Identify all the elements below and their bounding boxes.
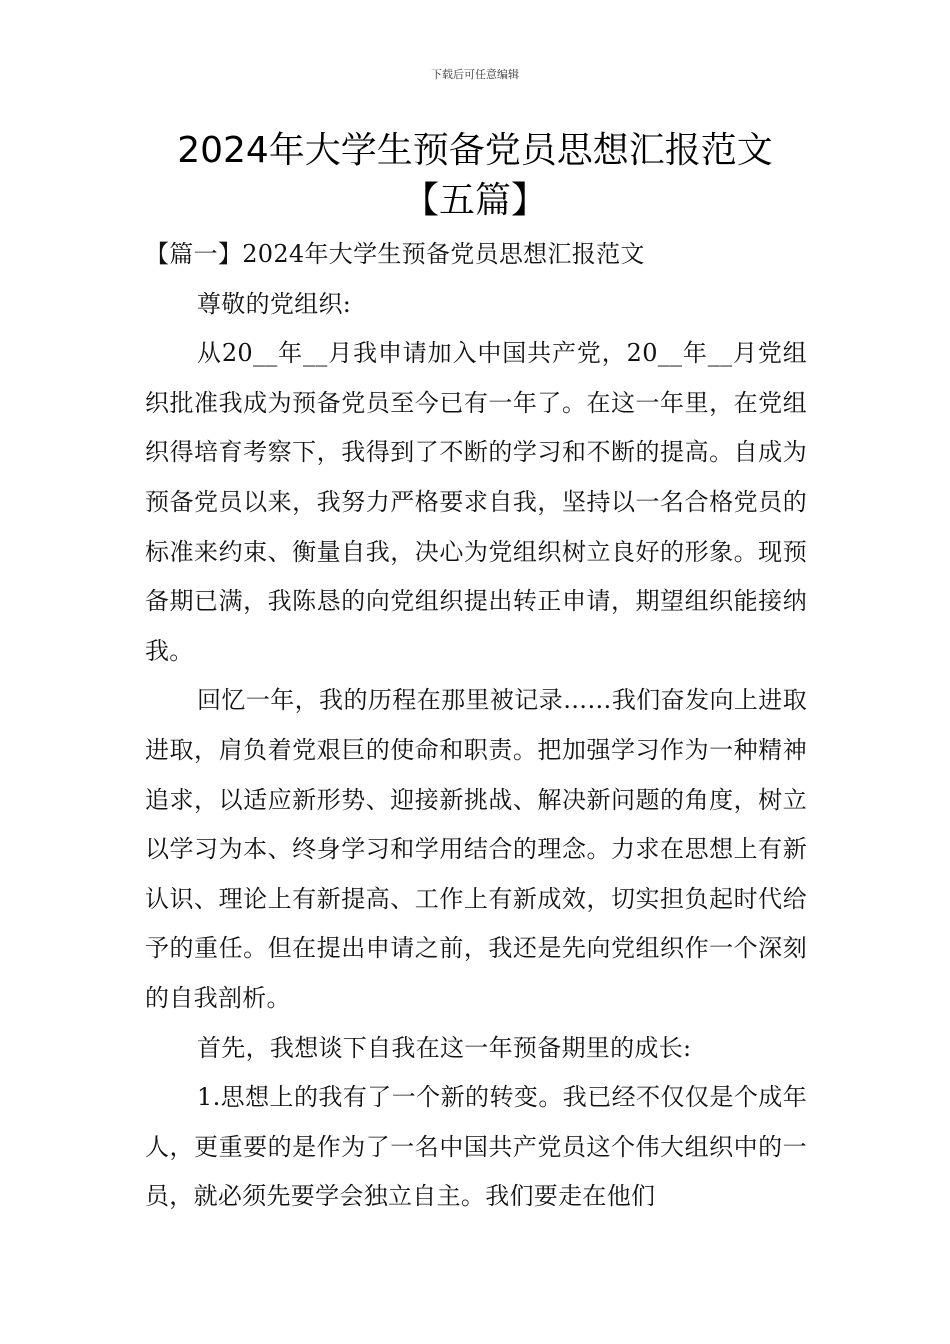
header-note: 下载后可任意编辑 [431, 68, 519, 81]
paragraph: 1.思想上的我有了一个新的转变。我已经不仅仅是个成年人，更重要的是作为了一名中国共产党员这个伟大组织中的一员，就必须先要学会独立自主。我们要走在他们 [145, 1083, 807, 1211]
paragraph: 首先，我想谈下自我在这一年预备期里的成长: [197, 1033, 692, 1062]
paragraph: 从20__年__月我申请加入中国共产党，20__年__月党组织批准我成为预备党员至今已有一年了。在这一年里，在党组织得培育考察下，我得到了不断的学习和不断的提高。自成为预备党员以来，我努力严格要求自我，坚持以一名合格党员的标准来约束、衡量自我，决心为党组织树立良好的形象。现预备期已满，我陈恳的向党组织提出转正申请，期望组织能接纳我。 [145, 339, 807, 665]
document-body [145, 230, 807, 1222]
paragraph: 回忆一年，我的历程在那里被记录……我们奋发向上进取进取，肩负着党艰巨的使命和职责。把加强学习作为一种精神追求，以适应新形势、迎接新挑战、解决新问题的角度，树立以学习为本、终身学习和学用结合的理念。力求在思想上有新认识、理论上有新提高、工作上有新成效，切实担负起时代给予的重任。但在提出申请之前，我还是先向党组织作一个深刻的自我剖析。 [145, 686, 807, 1012]
document-title: 2024年大学生预备党员思想汇报范文【五篇】 [177, 130, 773, 221]
salutation: 尊敬的党组织: [197, 289, 352, 318]
section-heading: 【篇一】2024年大学生预备党员思想汇报范文 [145, 240, 645, 268]
